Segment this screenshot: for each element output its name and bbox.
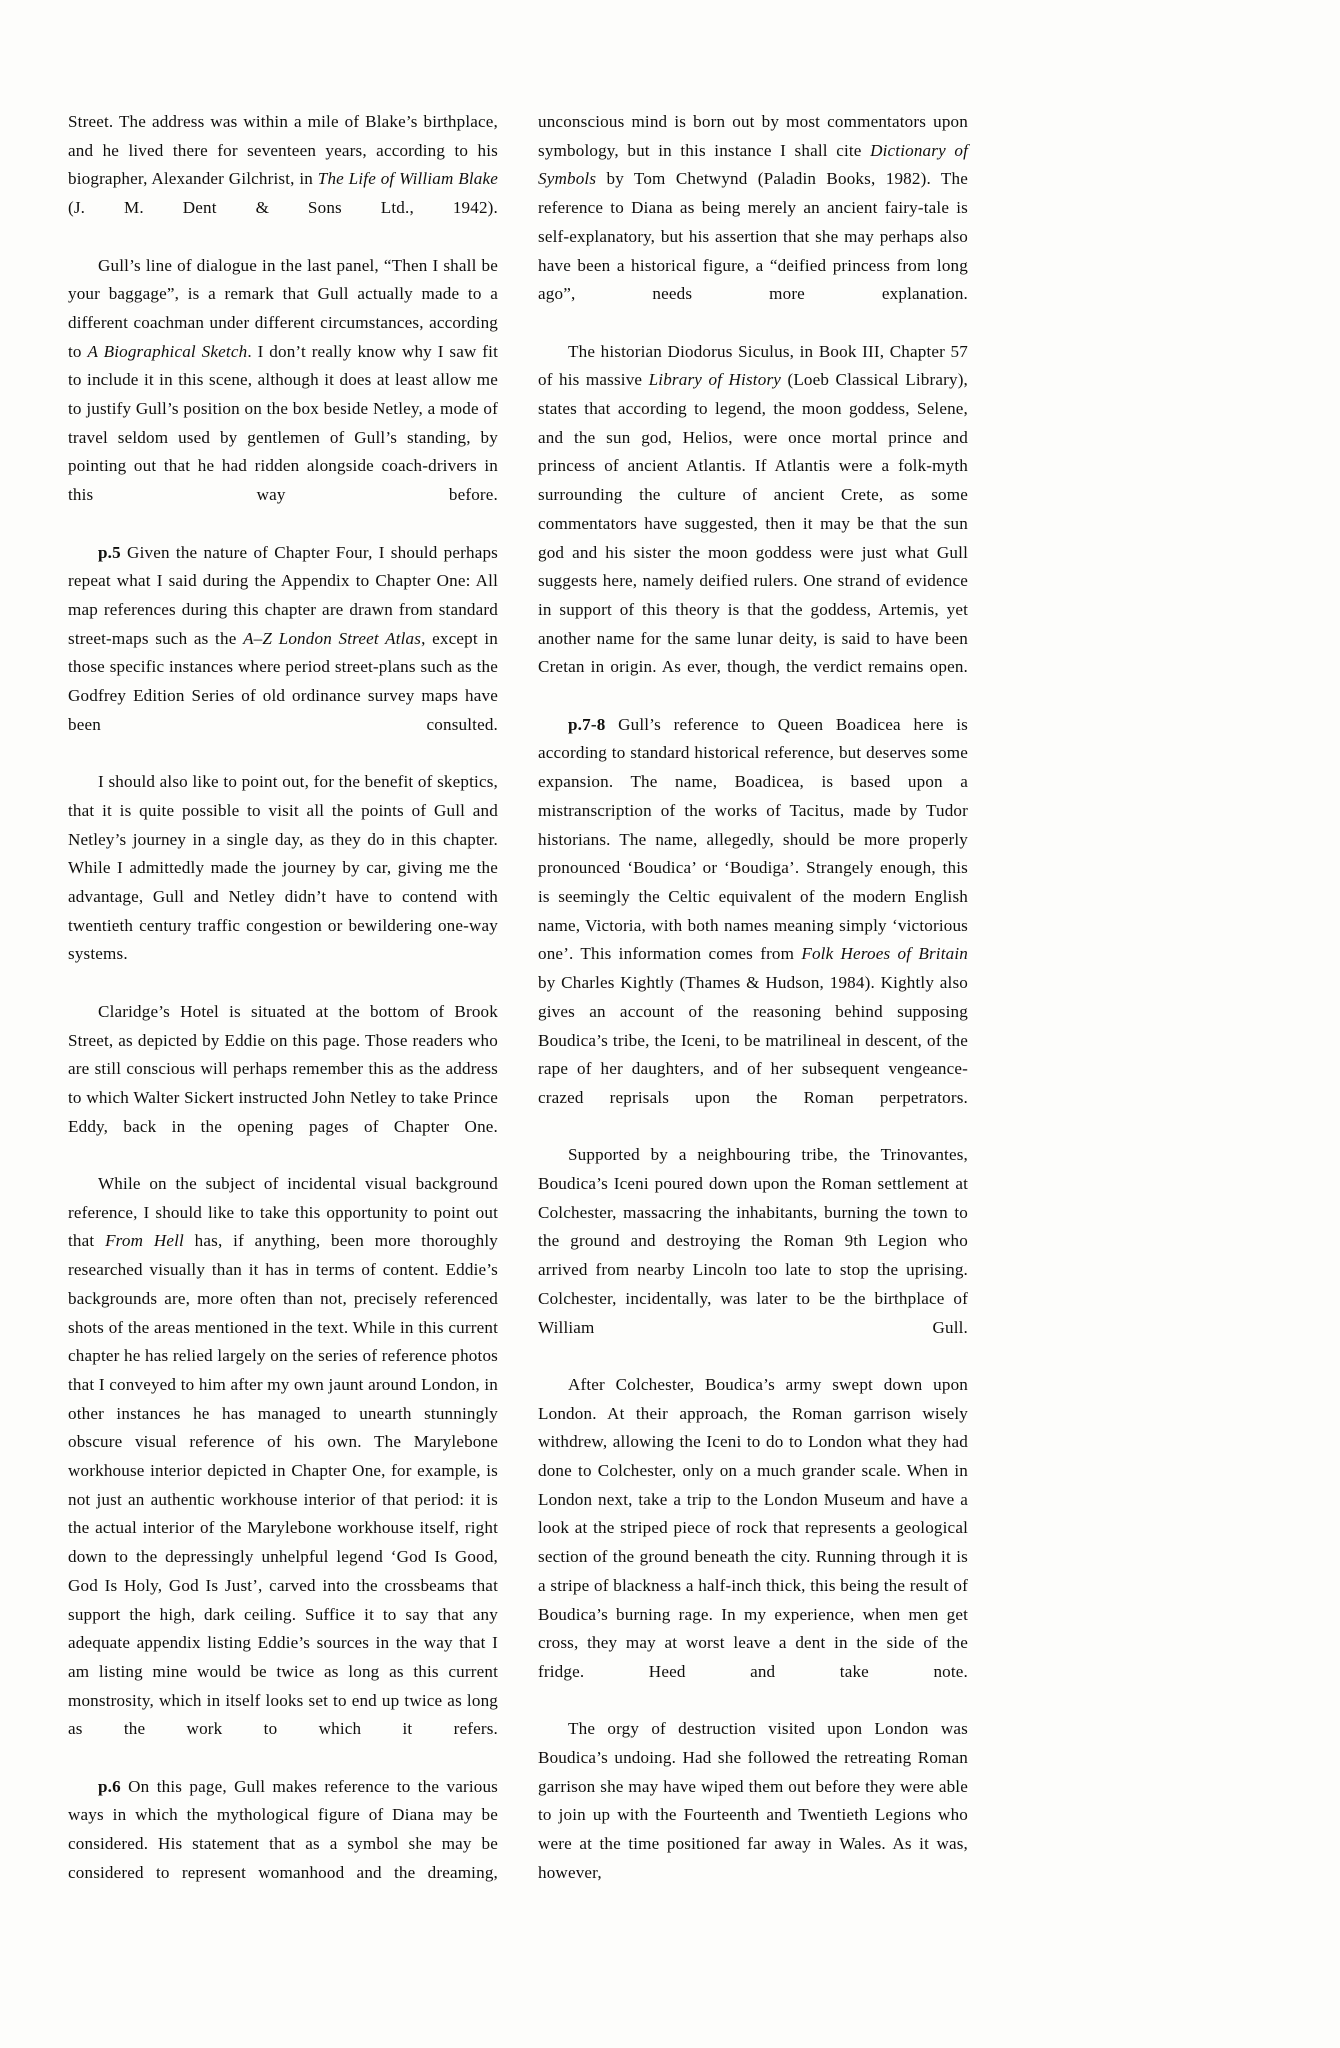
- italic-title-run: The Life of William Blake: [317, 169, 498, 189]
- paragraph-p-diodorus: [538, 338, 968, 711]
- text-run: Street. The address was within a mile of Blake’s birthplace, and he lived there for seventeen years, according to his biographer, Alexander Gilchrist, in: [68, 112, 498, 189]
- paragraph-p-visual-background: [68, 1170, 498, 1773]
- paragraph-p-after-colchester: [538, 1371, 968, 1715]
- paragraph-p-orgy-destruction: [538, 1715, 968, 1916]
- text-run: The orgy of destruction visited upon London was Boudica’s undoing. Had she followed the retreating Roman garrison she may have wiped them out before they were able to join up with the Fourteenth and Twentieth Legions who were at the time positioned far away in Wales. As it was, however,: [538, 1719, 968, 1882]
- italic-title-run: A Biographical Sketch: [87, 341, 248, 361]
- text-run: After Colchester, Boudica’s army swept down upon London. At their approach, the Roman garrison wisely withdrew, allowing the Iceni to do to London what they had done to Colchester, only on a much grander scale. When in London next, take a trip to the London Museum and have a look at the striped piece of rock that represents a geological section of the ground beneath the city. Running through it is a stripe of blackness a half-inch thick, this being the result of Boudica’s burning rage. In my experience, when men get cross, they may at worst leave a dent in the side of the fridge. Heed and take note.: [538, 1374, 968, 1681]
- paragraph-p-skeptics-journey: [68, 768, 498, 998]
- italic-title-run: Library of History: [648, 370, 782, 390]
- paragraph-p-5-maps: [68, 539, 498, 769]
- page-reference-marker: p.5: [98, 542, 121, 562]
- page-reference-marker: p.6: [98, 1776, 121, 1796]
- text-run: On this page, Gull makes reference to the various ways in which the mythological figure of Diana may be considered. His statement that as a symbol she may be considered to represent womanhood and the dreaming,: [68, 1776, 498, 1882]
- text-run: While on the subject of incidental visual background reference, I should like to take this opportunity to point out that: [68, 1174, 498, 1251]
- text-run: by Tom Chetwynd (Paladin Books, 1982). The reference to Diana as being merely an ancient fairy-tale is self-explanatory, but his assertion that she may perhaps also have been a historical figure, a “deified princess from long ago”, needs more explanation.: [538, 169, 968, 304]
- text-run: unconscious mind is born out by most commentators upon symbology, but in this instance I shall cite: [538, 112, 968, 160]
- text-run: , except in those specific instances where period street-plans such as the Godfrey Edition Series of old ordinance survey maps have been consulted.: [68, 628, 498, 734]
- text-run: Gull’s line of dialogue in the last panel, “Then I shall be your baggage”, is a remark that Gull actually made to a different coachman under different circumstances, according to: [68, 255, 498, 361]
- text-run: Gull’s reference to Queen Boadicea here is according to standard historical reference, but deserves some expansion. The name, Boadicea, is based upon a mistranscription of the works of Tacitus, made by Tudor historians. The name, allegedly, should be more properly pronounced ‘Boudica’ or ‘Boudiga’. Strangely enough, this is seemingly the Celtic equivalent of the modern English name, Victoria, with both names meaning simply ‘victorious one’. This information comes from: [538, 714, 968, 964]
- text-run: . I don’t really know why I saw fit to include it in this scene, although it does at least allow me to justify Gull’s position on the box beside Netley, a mode of travel seldom used by gentlemen of Gull’s standing, by pointing out that he had ridden alongside coach-drivers in this way before.: [68, 341, 499, 505]
- text-run: (J. M. Dent & Sons Ltd., 1942).: [68, 198, 498, 218]
- text-run: Supported by a neighbouring tribe, the Trinovantes, Boudica’s Iceni poured down upon the Roman settlement at Colchester, massacring the inhabitants, burning the town to the ground and destroying the Roman 9th Legion who arrived from nearby Lincoln too late to stop the uprising. Colchester, incidentally, was later to be the birthplace of William Gull.: [538, 1145, 968, 1337]
- paragraph-p-blake-address: [68, 108, 498, 252]
- paragraph-p-gull-dialogue: [68, 252, 498, 539]
- paragraph-p-unconscious-symbology: [538, 108, 968, 338]
- text-run: by Charles Kightly (Thames & Hudson, 1984). Kightly also gives an account of the reasoning behind supposing Boudica’s tribe, the Iceni, to be matrilineal in descent, of the rape of her daughters, and of her subsequent vengeance-crazed reprisals upon the Roman perpetrators.: [538, 973, 968, 1107]
- paragraph-p-claridges: [68, 998, 498, 1170]
- italic-title-run: From Hell: [105, 1231, 184, 1251]
- page-reference-marker: p.7-8: [568, 714, 606, 734]
- text-run: Given the nature of Chapter Four, I should perhaps repeat what I said during the Appendix to Chapter One: All map references during this chapter are drawn from standard street-maps such as the: [68, 542, 498, 648]
- text-run: (Loeb Classical Library), states that according to legend, the moon goddess, Selene, and the sun god, Helios, were once mortal prince and princess of ancient Atlantis. If Atlantis were a folk-myth surrounding the culture of ancient Crete, as some commentators have suggested, then it may be that the sun god and his sister the moon goddess were just what Gull suggests here, namely deified rulers. One strand of evidence in support of this theory is that the goddess, Artemis, yet another name for the same lunar deity, is said to have been Cretan in origin. As ever, though, the verdict remains open.: [538, 370, 969, 677]
- left-text-column: [68, 108, 498, 1916]
- text-run: Claridge’s Hotel is situated at the bottom of Brook Street, as depicted by Eddie on this page. Those readers who are still conscious will perhaps remember this as the address to which Walter Sickert instructed John Netley to take Prince Eddy, back in the opening pages of Chapter One.: [68, 1001, 498, 1136]
- text-run: The historian Diodorus Siculus, in Book III, Chapter 57 of his massive: [538, 341, 968, 390]
- right-text-column: [538, 108, 968, 1916]
- two-column-text-body: [68, 108, 968, 1916]
- paragraph-p-trinovantes: [538, 1141, 968, 1371]
- italic-title-run: A–Z London Street Atlas: [243, 628, 422, 648]
- paragraph-p-7-8-boadicea: [538, 711, 968, 1142]
- text-run: I should also like to point out, for the benefit of skeptics, that it is quite possible to visit all the points of Gull and Netley’s journey in a single day, as they do in this chapter. While I admittedly made the journey by car, giving me the advantage, Gull and Netley didn’t have to contend with twentieth century traffic congestion or bewildering one-way systems.: [68, 772, 498, 964]
- paragraph-p-6-diana: [68, 1773, 498, 1917]
- italic-title-run: Folk Heroes of Britain: [801, 944, 968, 964]
- text-run: has, if anything, been more thoroughly researched visually than it has in terms of content. Eddie’s backgrounds are, more often than not, precisely referenced shots of the areas mentioned in the text. While in this current chapter he has relied largely on the series of reference photos that I conveyed to him after my own jaunt around London, in other instances he has managed to unearth stunningly obscure visual reference of his own. The Marylebone workhouse interior depicted in Chapter One, for example, is not just an authentic workhouse interior of that period: it is the actual interior of the Marylebone workhouse itself, right down to the depressingly unhelpful legend ‘God Is Good, God Is Holy, God Is Just’, carved into the crossbeams that support the high, dark ceiling. Suffice it to say that any adequate appendix listing Eddie’s sources in the way that I am listing mine would be twice as long as this current monstrosity, which in itself looks set to end up twice as long as the work to which it refers.: [68, 1231, 498, 1739]
- italic-title-run: Dictionary of Symbols: [538, 140, 968, 189]
